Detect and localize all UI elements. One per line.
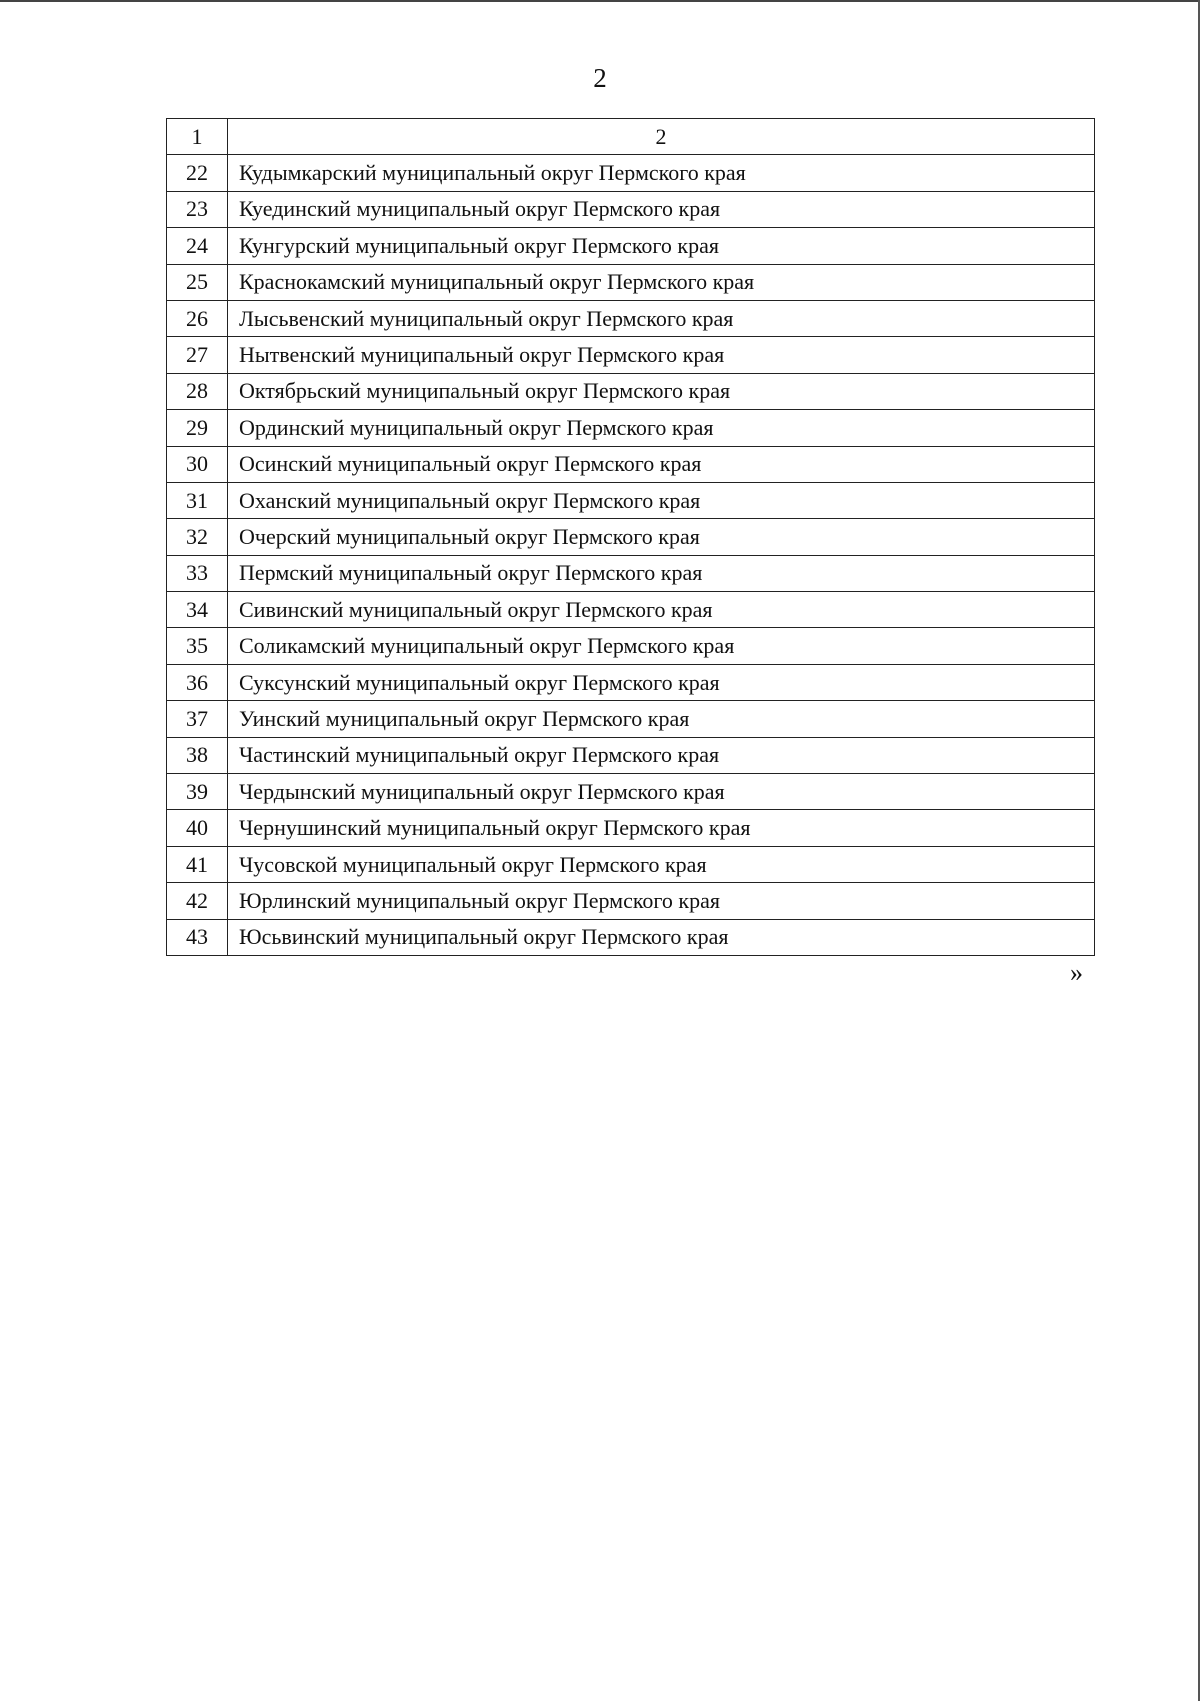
district-name: Пермский муниципальный округ Пермского края (228, 555, 1095, 591)
district-name: Куединский муниципальный округ Пермского края (228, 191, 1095, 227)
district-name: Оханский муниципальный округ Пермского края (228, 482, 1095, 518)
header-column-1: 1 (167, 119, 228, 155)
district-name: Осинский муниципальный округ Пермского края (228, 446, 1095, 482)
table-row (167, 628, 1095, 664)
row-number: 32 (167, 519, 228, 555)
table-row (167, 155, 1095, 191)
row-number: 38 (167, 737, 228, 773)
district-name: Лысьвенский муниципальный округ Пермского края (228, 300, 1095, 336)
row-number: 22 (167, 155, 228, 191)
row-number: 33 (167, 555, 228, 591)
district-name: Кунгурский муниципальный округ Пермского края (228, 228, 1095, 264)
table-row (167, 846, 1095, 882)
table-row (167, 446, 1095, 482)
row-number: 40 (167, 810, 228, 846)
district-name: Нытвенский муниципальный округ Пермского края (228, 337, 1095, 373)
table-row (167, 919, 1095, 955)
row-number: 30 (167, 446, 228, 482)
district-name: Краснокамский муниципальный округ Пермского края (228, 264, 1095, 300)
table-row (167, 337, 1095, 373)
row-number: 39 (167, 774, 228, 810)
scan-border-top (0, 0, 1200, 2)
district-name: Юсьвинский муниципальный округ Пермского края (228, 919, 1095, 955)
table-header-row (167, 119, 1095, 155)
row-number: 25 (167, 264, 228, 300)
table-row (167, 373, 1095, 409)
district-name: Чусовской муниципальный округ Пермского края (228, 846, 1095, 882)
municipal-districts-table (166, 118, 1095, 956)
table-row (167, 410, 1095, 446)
table-row (167, 774, 1095, 810)
row-number: 37 (167, 701, 228, 737)
table-row (167, 664, 1095, 700)
district-name: Суксунский муниципальный округ Пермского края (228, 664, 1095, 700)
table-row (167, 592, 1095, 628)
row-number: 36 (167, 664, 228, 700)
table-row (167, 555, 1095, 591)
closing-quote-mark: » (1070, 958, 1083, 987)
row-number: 29 (167, 410, 228, 446)
district-name: Чердынский муниципальный округ Пермского края (228, 774, 1095, 810)
row-number: 24 (167, 228, 228, 264)
district-name: Уинский муниципальный округ Пермского края (228, 701, 1095, 737)
district-name: Кудымкарский муниципальный округ Пермского края (228, 155, 1095, 191)
table-row (167, 191, 1095, 227)
table-row (167, 519, 1095, 555)
district-name: Частинский муниципальный округ Пермского края (228, 737, 1095, 773)
table-row (167, 300, 1095, 336)
table-row (167, 810, 1095, 846)
page-number: 2 (593, 63, 607, 93)
district-name: Сивинский муниципальный округ Пермского края (228, 592, 1095, 628)
row-number: 27 (167, 337, 228, 373)
district-name: Соликамский муниципальный округ Пермского края (228, 628, 1095, 664)
table-row (167, 264, 1095, 300)
district-name: Ординский муниципальный округ Пермского края (228, 410, 1095, 446)
row-number: 26 (167, 300, 228, 336)
row-number: 35 (167, 628, 228, 664)
row-number: 31 (167, 482, 228, 518)
table-row (167, 883, 1095, 919)
district-name: Юрлинский муниципальный округ Пермского края (228, 883, 1095, 919)
table-row (167, 482, 1095, 518)
district-name: Чернушинский муниципальный округ Пермского края (228, 810, 1095, 846)
district-name: Октябрьский муниципальный округ Пермского края (228, 373, 1095, 409)
row-number: 34 (167, 592, 228, 628)
table-row (167, 228, 1095, 264)
row-number: 41 (167, 846, 228, 882)
header-column-2: 2 (228, 119, 1095, 155)
row-number: 23 (167, 191, 228, 227)
row-number: 42 (167, 883, 228, 919)
row-number: 43 (167, 919, 228, 955)
row-number: 28 (167, 373, 228, 409)
table-row (167, 701, 1095, 737)
table-row (167, 737, 1095, 773)
district-name: Очерский муниципальный округ Пермского края (228, 519, 1095, 555)
